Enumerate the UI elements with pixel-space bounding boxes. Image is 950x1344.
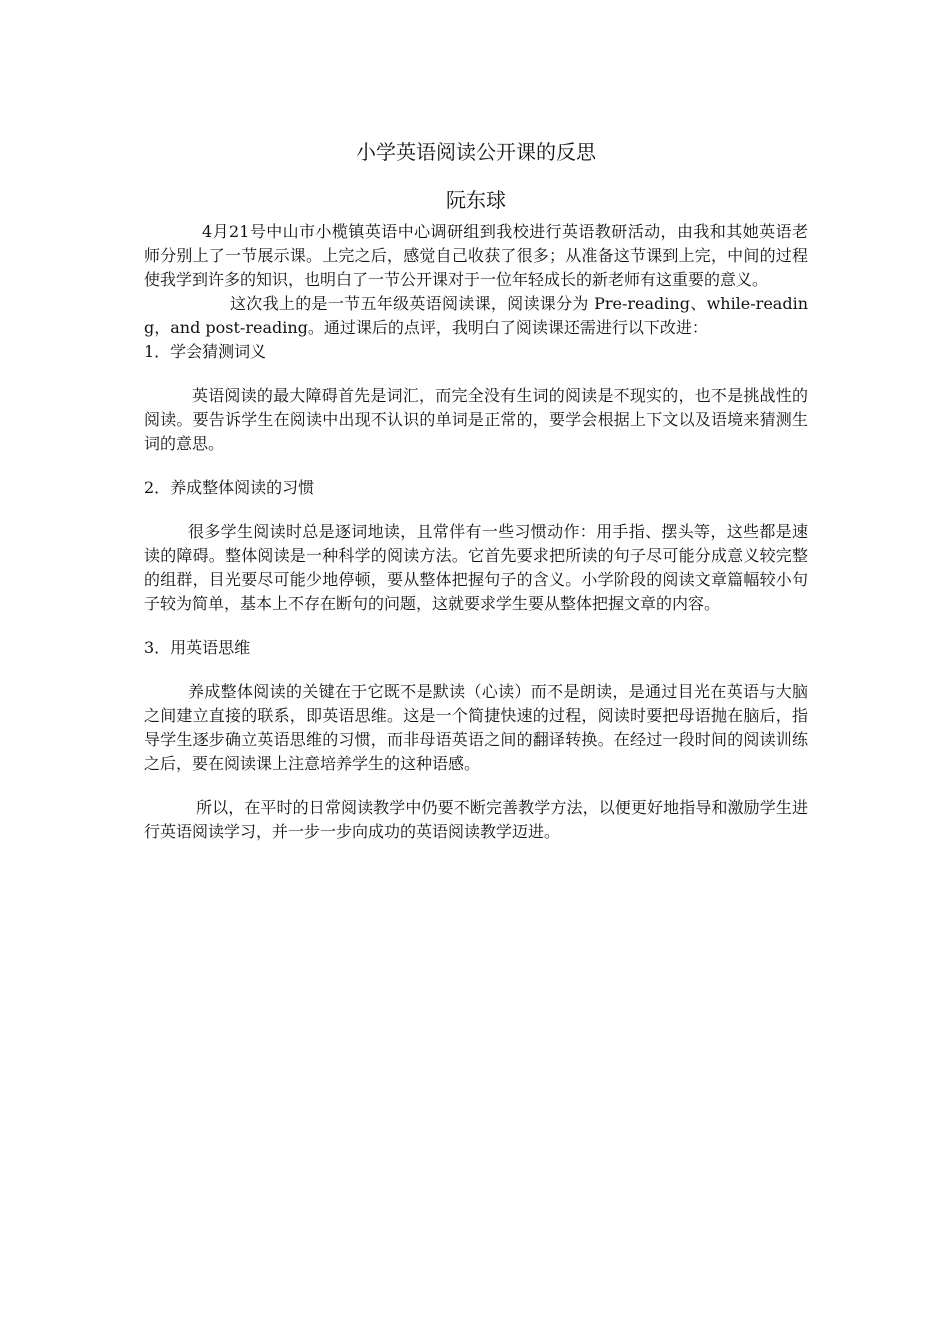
- section-heading-3: 3．用英语思维: [144, 638, 251, 657]
- paragraph-whole-reading: 很多学生阅读时总是逐词地读，且常伴有一些习惯动作：用手指、摆头等，这些都是速读的障碍。整体阅读是一种科学的阅读方法。它首先要求把所读的句子尽可能分成意义较完整的组群，目光要尽可能少地停顿，要从整体把握句子的含义。小学阶段的阅读文章篇幅较小句子较为简单，基本上不存在断句的问题，这就要求学生要从整体把握文章的内容。: [144, 522, 808, 613]
- document-page: [144, 138, 808, 844]
- paragraph-conclusion: 所以，在平时的日常阅读教学中仍要不断完善教学方法，以便更好地指导和激励学生进行英语阅读学习，并一步一步向成功的英语阅读教学迈进。: [144, 798, 808, 841]
- section-heading-1: 1．学会猜测词义: [144, 342, 267, 361]
- section-heading-2: 2．养成整体阅读的习惯: [144, 478, 315, 497]
- paragraph-lesson-overview: 这次我上的是一节五年级英语阅读课，阅读课分为 Pre-reading、while-reading，and post-reading。通过课后的点评，我明白了阅读课还需进行以下改进：: [144, 294, 808, 337]
- document-title: 小学英语阅读公开课的反思: [356, 140, 596, 164]
- document-author: 阮东球: [446, 188, 506, 212]
- paragraph-intro: 4月21号中山市小榄镇英语中心调研组到我校进行英语教研活动，由我和其她英语老师分别上了一节展示课。上完之后，感觉自己收获了很多；从准备这节课到上完，中间的过程使我学到许多的知识，也明白了一节公开课对于一位年轻成长的新老师有这重要的意义。: [144, 222, 808, 289]
- paragraph-guess-words: 英语阅读的最大障碍首先是词汇，而完全没有生词的阅读是不现实的，也不是挑战性的阅读。要告诉学生在阅读中出现不认识的单词是正常的，要学会根据上下文以及语境来猜测生词的意思。: [144, 386, 808, 453]
- paragraph-english-thinking: 养成整体阅读的关键在于它既不是默读（心读）而不是朗读，是通过目光在英语与大脑之间建立直接的联系，即英语思维。这是一个简捷快速的过程，阅读时要把母语抛在脑后，指导学生逐步确立英语思维的习惯，而非母语英语之间的翻译转换。在经过一段时间的阅读训练之后，要在阅读课上注意培养学生的这种语感。: [144, 682, 808, 773]
